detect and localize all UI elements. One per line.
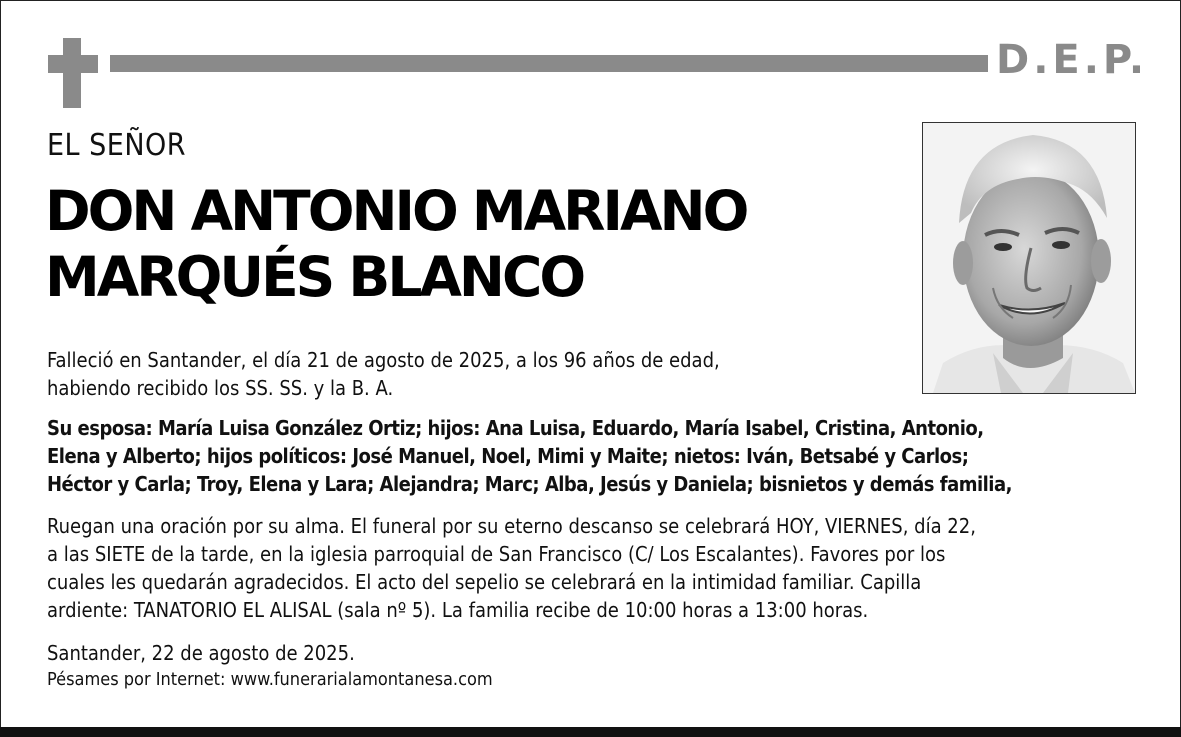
footer-rule — [0, 727, 1181, 737]
family-list — [47, 414, 1012, 498]
deceased-name — [45, 178, 746, 310]
family-line-3: Héctor y Carla; Troy, Elena y Lara; Alejandra; Marc; Alba, Jesús y Daniela; bisnietos y demás familia, — [47, 472, 1012, 496]
death-notice-line-2: habiendo recibido los SS. SS. y la B. A. — [47, 376, 394, 400]
place-date: Santander, 22 de agosto de 2025. — [47, 641, 355, 665]
header-rule — [110, 55, 988, 72]
name-line-1: DON ANTONIO MARIANO — [45, 179, 747, 243]
funeral-line-3: cuales les quedarán agradecidos. El acto del sepelio se celebrará en la intimidad familiar. Capilla — [47, 570, 922, 594]
honorific: EL SEÑOR — [47, 128, 187, 163]
death-notice-line-1: Falleció en Santander, el día 21 de agosto de 2025, a los 96 años de edad, — [47, 348, 720, 372]
condolences-link[interactable]: Pésames por Internet: www.funerarialamontanesa.com — [47, 669, 493, 690]
dep-label: D.E.P. — [996, 37, 1149, 83]
funeral-details — [47, 512, 976, 624]
cross-icon — [48, 38, 98, 108]
portrait-photo — [922, 122, 1136, 394]
name-line-2: MARQUÉS BLANCO — [45, 245, 584, 309]
funeral-line-1: Ruegan una oración por su alma. El funeral por su eterno descanso se celebrará HOY, VIERNES, día 22, — [47, 514, 976, 538]
family-line-1: Su esposa: María Luisa González Ortiz; hijos: Ana Luisa, Eduardo, María Isabel, Cristina, Antonio, — [47, 416, 984, 440]
family-line-2: Elena y Alberto; hijos políticos: José Manuel, Noel, Mimi y Maite; nietos: Iván, Betsabé y Carlos; — [47, 444, 969, 468]
funeral-line-2: a las SIETE de la tarde, en la iglesia parroquial de San Francisco (C/ Los Escalantes). Favores por los — [47, 542, 946, 566]
death-notice — [47, 346, 720, 402]
funeral-line-4: ardiente: TANATORIO EL ALISAL (sala nº 5). La familia recibe de 10:00 horas a 13:00 horas. — [47, 598, 869, 622]
